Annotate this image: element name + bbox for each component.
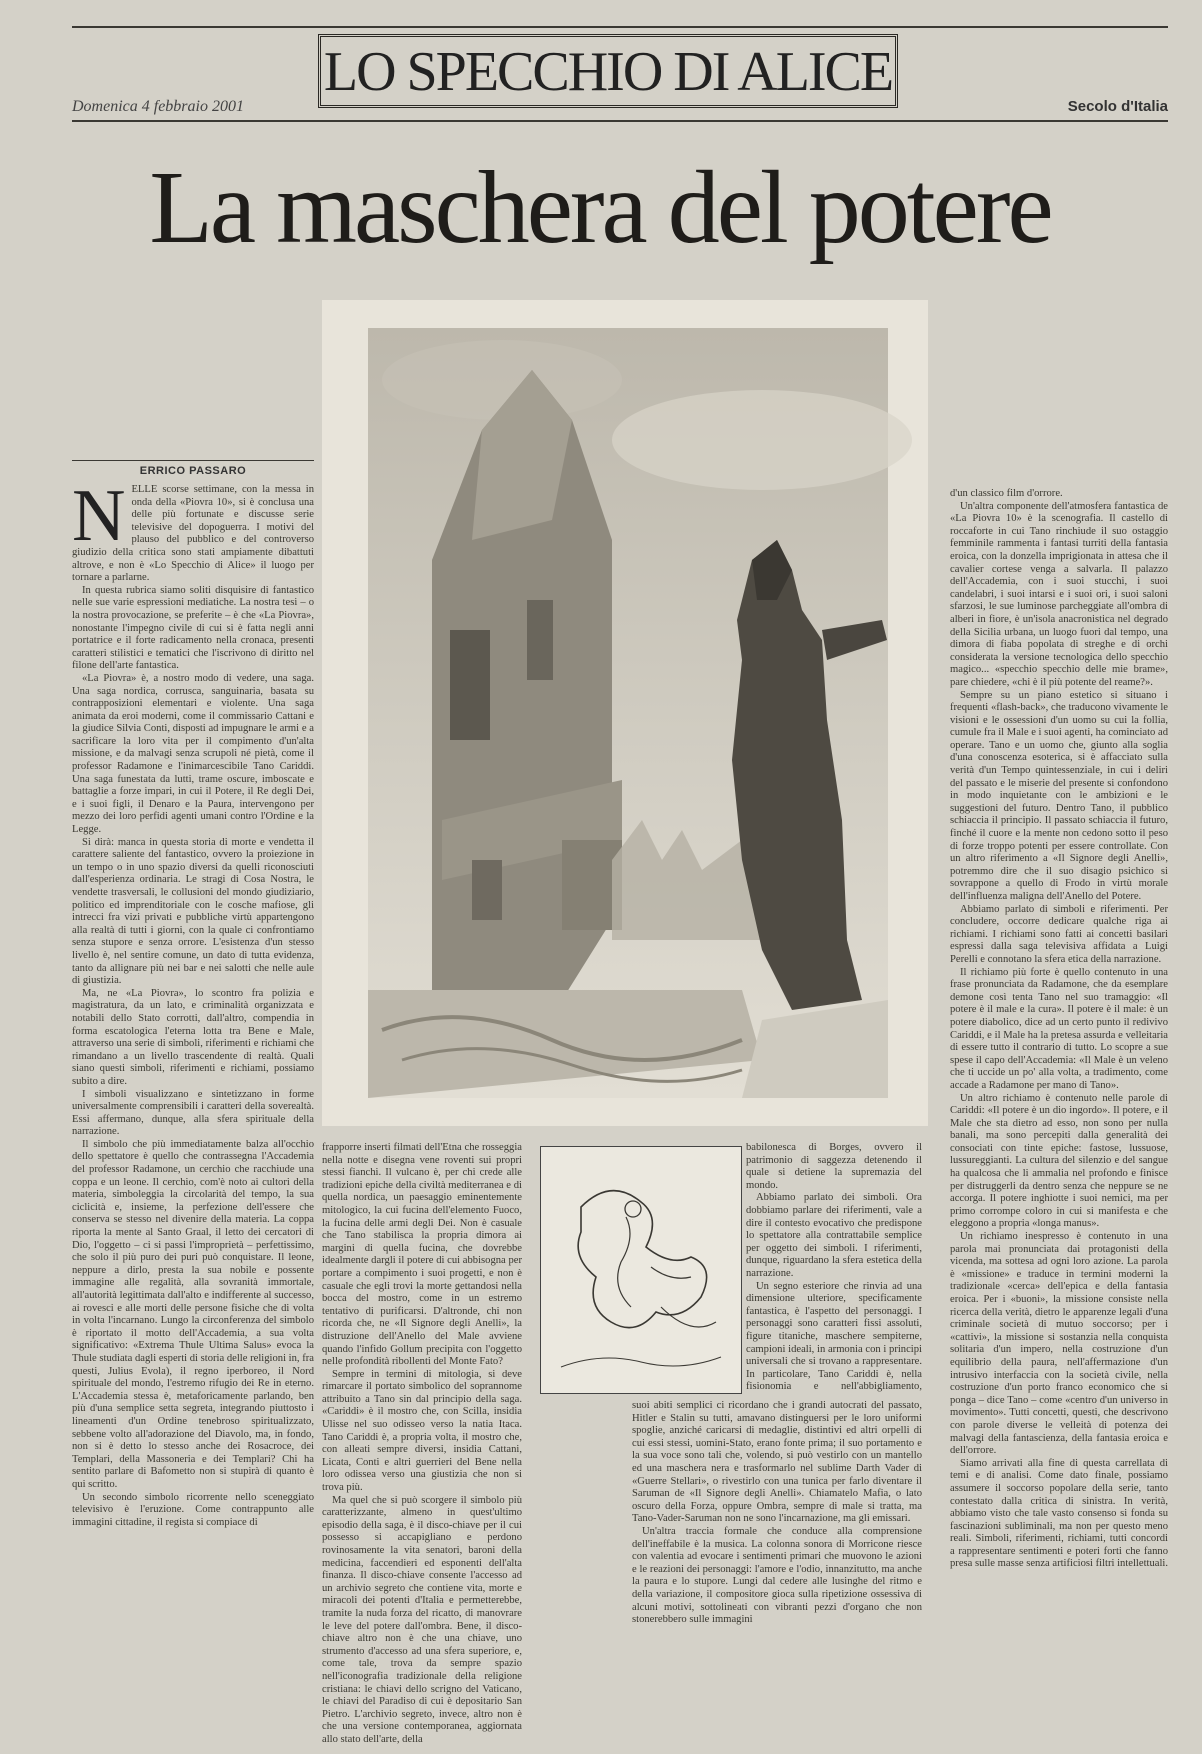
article-paragraph: Si dirà: manca in questa storia di morte e vendetta il carattere saliente del fantastico, ovvero la proiezione in un tempo o in uno spazio diversi da quelli riconosciuti dall'esperienza ordinaria. Le stragi di Cosa Nostra, le vendette trasversali, le collusioni del mondo giudiziario, politico ed imprenditoriale con le cosche mafiose, gli intrecci fra vizi privati e pubbliche virtù appartengono alla realtà di tutti i giorni, con la quale ci confrontiamo senza stupore e senza orrore. L'esistenza d'un stesso livello è, nel sentire comune, un dato di tutta evidenza, tanto da allignare più nei bar e nei salotti che nelle aule di giustizia.: [72, 836, 314, 987]
article-paragraph: Il richiamo più forte è quello contenuto in una frase pronunciata da Radamone, che da esemplare demone così tenta Tano nel suo tramaggio: «Il potere è il male e la cura». Il potere è il male: è un potere diabolico, dice ad un certo punto il redivivo Cariddi, e il Male ha la pretesa assurda e velleitaria di essere tutto il contrario di tutto. Lo scopre a sue spese il capo dell'Accademia: «Il Male è un veleno che ti uccide un po' alla volta, a tradimento, come accade a Radamone per mano di Tano».: [950, 966, 1168, 1091]
article-paragraph: suoi abiti semplici ci ricordano che i grandi autocrati del passato, Hitler e Stalin su tutti, amavano distinguersi per le loro uniformi spoglie, anziché caricarsi di medaglie, distintivi ed altri orpelli di cui essi stessi, uomini-Stato, erano fonte prima; il suo portamento e la sua voce sono tali che, volendo, si può vestirlo con un mantello ed una maschera nera e trasformarlo nel sublime Darth Vader di «Guerre Stellari», o rivestirlo con una tunica per farlo diventare il Saruman de «Il Signore degli Anelli». Chiamatelo Mafia, o lato oscuro della Forza, oppure Ombra, sempre di male si tratta, ma Tano-Vader-Saruman non ne sono l'incarnazione, ma gli emissari.: [632, 1400, 922, 1525]
drop-cap: N: [72, 484, 126, 557]
header-rule: [72, 120, 1168, 122]
article-paragraph: Un richiamo inespresso è contenuto in una parola mai pronunciata dai protagonisti della vicenda, ma sottesa ad ogni loro azione. La parola è «missione» e traduce in termini moderni la tradizionale «cerca» dell'epica e della fantasia eroica. Per i «buoni», la missione consiste nella ricerca della verità, dietro le apparenze legali d'una criminale società di mutuo soccorso; per i «cattivi», la missione si sostanzia nella conquista solitaria d'un impero, nella costruzione d'un equilibrio della paura, nell'affermazione d'un intrusivo interfaccia con la società civile, nella costruzione d'un porto franco economico che si ponga – dice Tano – come «centro d'un universo in movimento». Tutti concetti, questi, che descrivono con parole diverse le velleità di potenza dei malvagi della fantascienza, della fantasia eroica e dell'orrore.: [950, 1231, 1168, 1457]
article-paragraph: d'un classico film d'orrore.: [950, 488, 1063, 499]
article-paragraph: frapporre inserti filmati dell'Etna che rosseggia nella notte e disegna vene roventi sui propri stessi fianchi. Il vulcano è, per chi crede alle tradizioni epiche della civiltà mediterranea e di quella nordica, un paesaggio eminentemente mitologico, la cui fucina dell'elemento Fuoco, la fucina delle armi degli Dei. Non è casuale che Tano stabilisca la propria dimora ai margini di quella fucina, che dovrebbe idealmente dargli il potere di cui abbisogna per portare a compimento i suoi progetti, e non è casuale che egli trovi la morte gettandosi nella bocca del mostro, come in un estremo tentativo di purificarsi. D'altronde, chi non ricorda che, ne «Il Signore degli Anelli», la distruzione dell'Anello del Male avviene quando l'infido Gollum precipita con l'oggetto nelle profondità ribollenti del Monte Fato?: [322, 1142, 522, 1368]
top-rule: [72, 26, 1168, 28]
text-column-2: [322, 1142, 522, 1746]
article-paragraph: Ma, ne «La Piovra», lo scontro fra polizia e magistratura, da un lato, e criminalità organizzata e notabili dello Stato corrotti, dall'altro, compendia in forma escatologica l'eterna lotta tra Bene e Male, attraverso una serie di simboli, riferimenti e richiami che rimandano a un livello trascendente di realtà. Quali siano questi simboli, riferimenti e richiami, possiamo subito a dire.: [72, 987, 314, 1087]
article-paragraph: Ma quel che si può scorgere il simbolo più caratterizzante, almeno in quest'ultimo episodio della saga, è il disco-chiave per il cui possesso si accapigliano e perdono rovinosamente la vita senatori, baroni della medicina, faccendieri ed esponenti dell'alta finanza. Il disco-chiave consente l'accesso ad un archivio segreto che contiene vita, morte e miracoli dei potenti d'Italia e permetterebbe, tramite la nuda forza del ricatto, di manovrare le leve del potere dall'ombra. Bene, il disco-chiave altro non è che una chiave, uno strumento d'accesso ad una sfera superiore, e, come tale, trova da sempre spazio nell'iconografia tradizionale della religione cristiana: le chiavi dello scrigno del Vaticano, le chiavi del Paradiso di cui è depositario San Pietro. L'archivio segreto, invece, altro non è che una versione contemporanea, aggiornata allo stato dell'arte, della: [322, 1494, 522, 1745]
issue-date: Domenica 4 febbraio 2001: [72, 98, 244, 115]
article-paragraph: Abbiamo parlato di simboli e riferimenti. Per concludere, occorre dedicare qualche riga ai richiami. I richiami sono fatti ai concetti basilari espressi dalla saga televisiva affidata a Luigi Perelli e connotano la sfera etica della narrazione.: [950, 903, 1168, 965]
byline-rule: [72, 460, 314, 461]
sketch-drawing: [541, 1147, 741, 1393]
newspaper-name: Secolo d'Italia: [1067, 98, 1168, 115]
article-paragraph: Un'altra traccia formale che conduce alla comprensione dell'ineffabile è la musica. La colonna sonora di Morricone riesce con valentia ad evocare i sentimenti primari che muovono le azioni e le reazioni dei personaggi: l'amore e l'odio, innanzitutto, ma anche la paura e lo stupore. Lungi dal cedere alle lusinghe del ritmo e della variazione, il compositore gioca sulla ripetizione ossessiva di alcuni motivi, sottolineati con vibranti pezzi d'organo che non stonerebbero sulle immagini: [632, 1525, 922, 1626]
article-paragraph: Sempre su un piano estetico si situano i frequenti «flash-back», che traducono vivamente le visioni e le ossessioni d'un uomo su cui la follia, cumule fra il Male e i suoi agenti, ha cominciato ad operare. Tano e un uomo che, giunto alla soglia d'una conoscenza esoterica, si è affacciato sulla verità d'un Tempo quintessenziale, in cui i deliri del passato e le miserie del presente si confondono in modo inquietante con le ambizioni e le suggestioni del futuro. Dentro Tano, il pubblico schiaccia il principio. Il passato schiaccia il futuro, finché il cuore e la mente non cedono sotto il peso di forze troppo potenti per essere controllate. Con un altro riferimento a «Il Signore degli Anelli», potremmo dire che il suo disagio psichico si sovrappone a quello di Frodo in virtù morale dell'influenza maligna dell'Anello del Potere.: [950, 689, 1168, 902]
article-paragraph: Un'altra componente dell'atmosfera fantastica de «La Piovra 10» è la scenografia. Il castello di roccaforte in cui Tano rinchiude il suo ostaggio femminile rammenta i fantasi turriti della fantasia eroica, con la donzella imprigionata in attesa che il cavalier cortese venga a salvarla. Il palazzo dell'Accademia, con i suoi stucchi, i suoi candelabri, i suoi intarsi e i suoi ori, i suoi saloni sfarzosi, le sue luminose parcheggiate all'ombra di alberi in fiore, è un'isola anacronistica nel degrado della Sicilia urbana, un luogo fuori dal tempo, una dimora di fiaba popolata di streghe e di orchi considerata la versione tecnologica dello specchio magico... «specchio specchio delle mie brame», pare chiedere, «chi è il più potente del reame?».: [950, 500, 1168, 688]
sketch-illustration: [540, 1146, 742, 1394]
text-column-3-top: [746, 1142, 922, 1392]
article-paragraph: Sempre in termini di mitologia, si deve rimarcare il portato simbolico del soprannome attribuito a Tano sin dal principio della saga. «Cariddi» è il mostro che, con Scilla, insidia Ulisse nel suo odisseo verso la natia Itaca. Tano Cariddi è, a propria volta, il mostro che, con alleati sempre diversi, insidia Cattani, Licata, Conti e altri guerrieri del Bene nella loro odissea verso una giustizia che non si trova più.: [322, 1368, 522, 1494]
illustration-image: [322, 300, 928, 1126]
article-headline: La maschera del potere: [149, 150, 1051, 265]
article-paragraph: «La Piovra» è, a nostro modo di vedere, una saga. Una saga nordica, corrusca, sanguinaria, basata su contrapposizioni elementari e violente. Una saga animata da eroi moderni, come il commissario Cattani e la giudice Silvia Conti, disposti ad impugnare le armi e a sacrificare la loro vita per il compimento d'un'alta missione, e da malvagi senza scrupoli né pietà, come il professor Radamone e l'inimarcescibile Tano Cariddi. Una saga funestata da lutti, trame oscure, imboscate e battaglie a forze impari, in cui il Potere, il Re degli Dei, e i suoi figli, il Denaro e la Paura, intervengono per mezzo dei loro perfidi agenti umani contro l'Ordine e la Legge.: [72, 672, 314, 836]
illustration-tower-figure: [322, 300, 928, 1126]
article-paragraph: ELLE scorse settimane, con la messa in onda della «Piovra 10», si è conclusa una delle più fortunate e discusse serie televisive del dopoguerra. I motivi del plauso del pubblico e del controverso giudizio della critica sono stati ampiamente dibattuti altrove, e non è «Lo Specchio di Alice» il luogo per tornare a parlarne.: [72, 484, 314, 584]
article-byline: ERRICO PASSARO: [139, 465, 247, 477]
text-column-3-bottom: [632, 1400, 922, 1746]
article-paragraph: I simboli visualizzano e sintetizzano in forme universalmente comprensibili i caratteri della soverealtà. Essi affermano, dunque, alla sfera spirituale della narrazione.: [72, 1088, 314, 1138]
section-masthead: LO SPECCHIO DI ALICE: [318, 34, 898, 108]
text-column-1: [72, 484, 314, 1746]
article-paragraph: Un altro richiamo è contenuto nelle parole di Cariddi: «Il potere è un dio ingordo». Il potere, e il Male che sta dietro ad esso, non sono per nulla banali, ma sono percepiti dalla generalità dei consociati con tinte epiche: fastose, lussuose, lussureggianti. La cultura del silenzio e del sangue ha qualcosa che li ammalia nel profondo e finisce per distruggerli da dentro senza che neppure se ne accorga. Il potere inghiotte i suoi nemici, ma per primo corrompe coloro in cui si manifesta e che eleggono a propria «longa manus».: [950, 1092, 1168, 1230]
text-column-4: [950, 488, 1168, 1746]
article-paragraph: Il simbolo che più immediatamente balza all'occhio dello spettatore è quello che contrassegna l'Accademia del professor Radamone, un cerchio che racchiude una coppa e un leone. Il cerchio, com'è noto ai cultori della materia, simboleggia la circolarità del tempo, la sua ciclicità e, insieme, la perfezione dell'essere che conserva se stesso nel divenire della materia. La coppa riporta la mente al Santo Graal, il letto dei cercatori di Dio, l'oggetto – ci si passi l'improprietà – perfettissimo, che solo il più puro dei puri può conquistare. Il leone, neppure a dirlo, presta la sua nobile e possente immagine alle regalità, alla sovranità immortale, all'autorità legittimata dall'alto e indifferente al successo, ai rovesci e alle morti delle persone fisiche che di volta in volta l'incarnano. Lungo la circonferenza del simbolo è riportato il motto dell'Accademia, a sua volta significativo: «Extrema Thule Ultima Salus» evoca la Thule studiata dagli esperti di storia delle religioni in, fra questi, Julius Evola), il regno iperboreo, il Nord spirituale del mondo, l'estremo rifugio dei Re in eterno. L'Accademia stessa è, metaforicamente parlando, ben più d'una semplice setta segreta, integrando piuttosto i lineamenti d'un Ordine tenebroso spiritualizzato, sebbene volto all'adorazione del Diavolo, ma, in fondo, non si è detto lo stesso anche dei Rosacroce, dei Templari, della Massoneria e dei Templari? Chi ha sentito parlare di Bafometto non si stupirà di quanto è qui scritto.: [72, 1138, 314, 1490]
article-paragraph: Siamo arrivati alla fine di questa carrellata di temi e di analisi. Come dato finale, possiamo assumere il soccorso popolare della serie, tanto contestato dalla critica di sinistra. In verità, abbiamo visto che tale vasto consenso si fonda su fascinazioni subliminali, ma non per questo meno reali. Simboli, riferimenti, richiami, tutti concordi a rappresentare sentimenti e poteri forti che fanno presa sulle masse senza artificiosi filtri intellettuali.: [950, 1457, 1168, 1570]
article-paragraph: Un secondo simbolo ricorrente nello sceneggiato televisivo è l'eruzione. Come contrappunto alle immagini cittadine, il regista si compiace di: [72, 1491, 314, 1528]
article-paragraph: babilonesca di Borges, ovvero il patrimonio di saggezza detenendo il quale si detiene la supremazia del mondo.: [746, 1142, 922, 1191]
article-paragraph: In questa rubrica siamo soliti disquisire di fantastico nelle sue varie espressioni mediatiche. La nostra tesi – o la nostra provocazione, se preferite – è che «La Piovra», nonostante l'impegno civile di cui si è fatta negli anni portatrice e il forte radicamento nella cronaca, presenti caratteri stilistici e tematici che l'iscrivono di diritto nel filone dell'arte fantastica.: [72, 584, 314, 672]
article-paragraph: Un segno esteriore che rinvia ad una dimensione ulteriore, specificamente fantastica, è l'aspetto del personaggi. I personaggi sono caratteri fissi assoluti, figure titaniche, maschere sempiterne, campioni ideali, in armonia con i principi universali che si trovano a rappresentare. In particolare, Tano Cariddi è, nella fisionomia e nell'abbigliamento,: [746, 1280, 922, 1392]
article-paragraph: Abbiamo parlato dei simboli. Ora dobbiamo parlare dei riferimenti, vale a dire il contesto evocativo che predispone lo spettatore alla contrattabile semplice per oggetto dei simboli. I riferimenti, dunque, riguardano la sfera estetica della narrazione.: [746, 1192, 922, 1279]
